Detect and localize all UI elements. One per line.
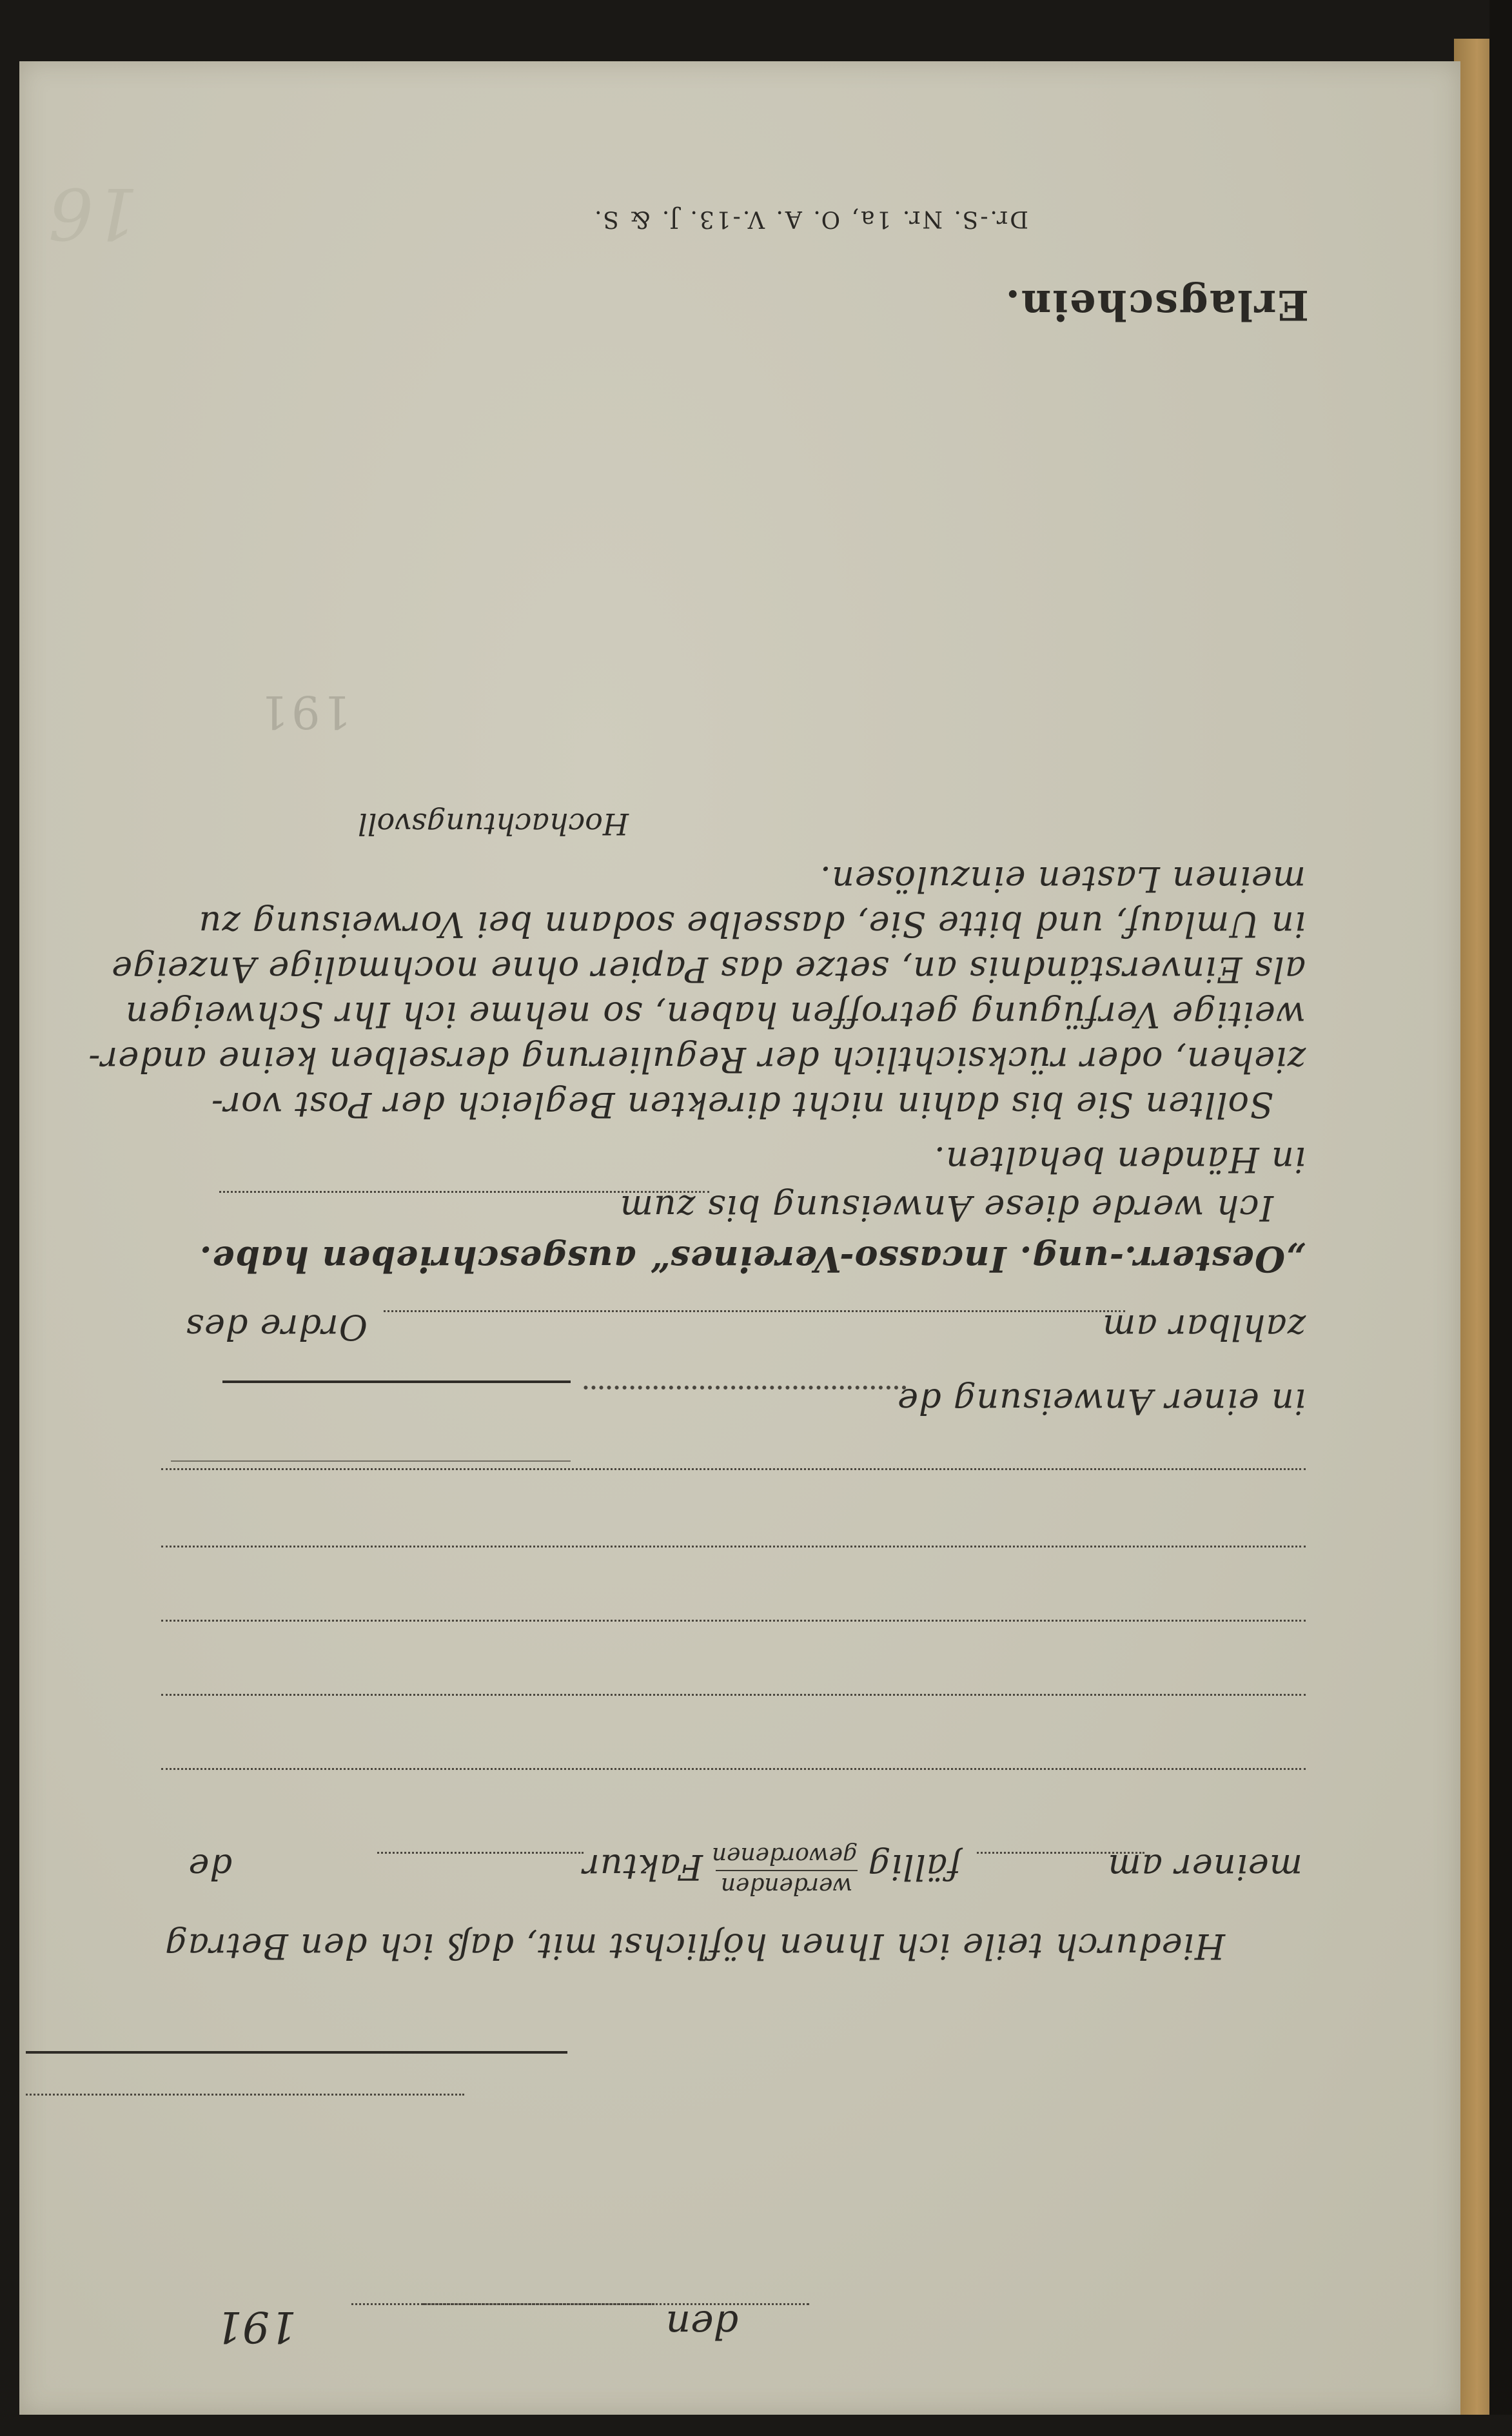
amount-line-4[interactable] xyxy=(161,1546,1306,1547)
faktur-label: Faktur xyxy=(582,1847,703,1887)
body-line-12: in Umlauf, und bitte Sie, dasselbe sodann bei Vorweisung zu xyxy=(198,904,1306,945)
body-line-1: Hiedurch teile ich Ihnen höflichst mit, daß ich den Betrag xyxy=(164,1926,1225,1967)
werdenden-gewordenen-choice xyxy=(711,1842,858,1899)
address-line-2[interactable] xyxy=(26,2051,567,2054)
date-field[interactable] xyxy=(351,2303,654,2305)
scan-border-bottom xyxy=(0,2415,1512,2436)
address-line-1[interactable] xyxy=(26,2094,464,2096)
den-label: den xyxy=(665,2302,738,2347)
body-line-7: in Händen behalten. xyxy=(933,1139,1306,1180)
gewordenen-label: gewordenen xyxy=(711,1842,858,1869)
body-line-5: „Oesterr.-ung. Incasso-Vereines“ ausgeschrieben habe. xyxy=(199,1239,1306,1280)
body-line-8: Sollten Sie bis dahin nicht direkten Begleich der Post vor- xyxy=(210,1085,1273,1125)
faellig-label: fällig xyxy=(867,1847,961,1887)
payable-date-field[interactable] xyxy=(384,1310,1125,1312)
invoice-date-field[interactable] xyxy=(977,1852,1144,1854)
year-label: 191 xyxy=(215,2302,297,2352)
scan-border-top xyxy=(0,0,1512,61)
body-line-13: meinen Lasten einzulösen. xyxy=(819,859,1306,899)
scan-border-right xyxy=(1489,0,1512,2436)
page-number-stamp: 191 xyxy=(257,685,351,738)
instrument-field[interactable] xyxy=(584,1386,906,1390)
closing-text: Hochachtungsvoll xyxy=(358,807,629,841)
body-line-6: Ich werde diese Anweisung bis zum xyxy=(619,1188,1273,1228)
instrument-amount-line[interactable] xyxy=(222,1380,571,1383)
corner-pencil-mark: 16 xyxy=(48,172,139,255)
body-line-2-start: meiner am xyxy=(1107,1847,1302,1887)
werdenden-label: werdenden xyxy=(716,1870,858,1899)
amount-underline xyxy=(171,1460,571,1462)
body-line-4-start: zahlbar am xyxy=(1102,1307,1306,1348)
body-line-10: weitige Verfügung getroffen haben, so nehme ich Ihr Schweigen xyxy=(124,994,1306,1035)
amount-line-2[interactable] xyxy=(161,1694,1306,1696)
document-title: Erlagschein. xyxy=(1004,280,1309,329)
invoice-number-field[interactable] xyxy=(377,1852,584,1854)
amount-line-5[interactable] xyxy=(161,1468,1306,1470)
body-line-3: in einer Anweisung de xyxy=(897,1381,1306,1422)
de-label: de xyxy=(188,1847,232,1887)
upside-down-form xyxy=(19,61,1460,2415)
form-code: Dr.-S. Nr. 1a, O. A. V.-13. J. & S. xyxy=(593,206,1028,232)
body-line-11: als Einverständnis an, setze das Papier ohne nochmalige Anzeige xyxy=(111,949,1306,990)
scan-border-left xyxy=(0,0,19,2436)
body-line-4-end: Ordre des xyxy=(185,1307,368,1348)
amount-line-1[interactable] xyxy=(161,1768,1306,1770)
hold-until-field[interactable] xyxy=(219,1191,709,1193)
body-line-9: ziehen, oder rücksichtlich der Regulierung derselben keine ander- xyxy=(88,1039,1306,1080)
amount-line-3[interactable] xyxy=(161,1620,1306,1622)
